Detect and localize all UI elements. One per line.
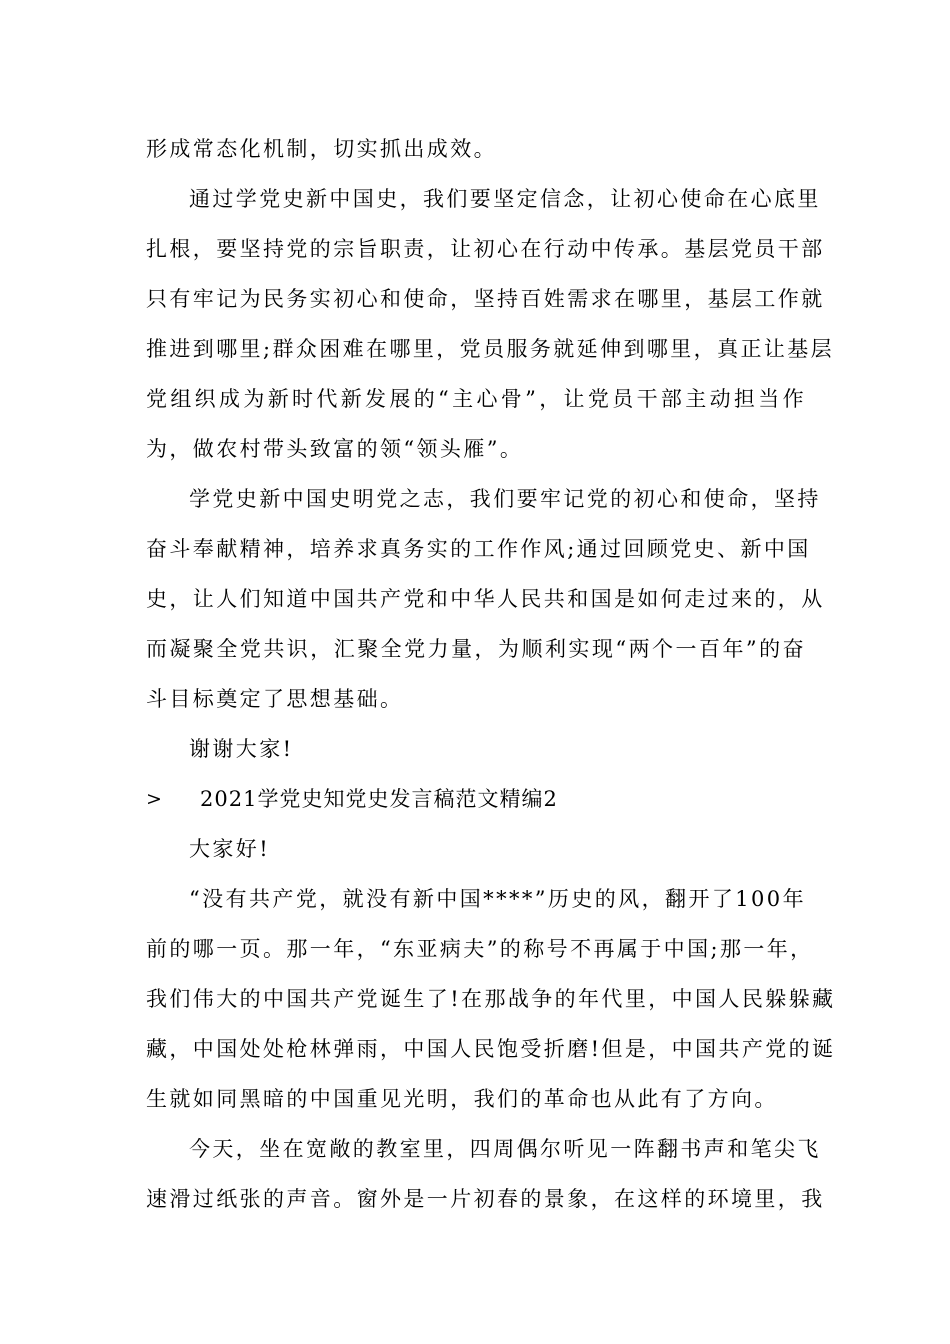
text-line: 为，做农村带头致富的领“领头雁”。 <box>146 437 524 461</box>
greeting-line: 大家好! <box>189 837 271 861</box>
paragraph-first-line: 今天，坐在宽敞的教室里，四周偶尔听见一阵翻书声和笔尖飞 <box>189 1137 821 1161</box>
text-line: 奋斗奉献精神，培养求真务实的工作作风;通过回顾党史、新中国 <box>146 537 811 561</box>
paragraph-first-line: “没有共产党，就没有新中国****”历史的风，翻开了100年 <box>189 887 806 911</box>
text-line: 斗目标奠定了思想基础。 <box>146 687 404 711</box>
text-line: 只有牢记为民务实初心和使命，坚持百姓需求在哪里，基层工作就 <box>146 287 825 311</box>
text-line: 我们伟大的中国共产党诞生了!在那战争的年代里，中国人民躲躲藏 <box>146 987 836 1011</box>
text-line: 党组织成为新时代新发展的“主心骨”，让党员干部主动担当作 <box>146 387 806 411</box>
text-line: 扎根，要坚持党的宗旨职责，让初心在行动中传承。基层党员干部 <box>146 237 825 261</box>
heading-marker-icon: > <box>146 788 162 810</box>
paragraph-first-line: 学党史新中国史明党之志，我们要牢记党的初心和使命，坚持 <box>189 487 821 511</box>
text-line: 史，让人们知道中国共产党和中华人民共和国是如何走过来的，从 <box>146 587 825 611</box>
closing-line: 谢谢大家! <box>189 737 294 761</box>
text-line: 速滑过纸张的声音。窗外是一片初春的景象，在这样的环境里，我 <box>146 1187 825 1211</box>
text-line: 形成常态化机制，切实抓出成效。 <box>146 137 497 161</box>
text-line: 生就如同黑暗的中国重见光明，我们的革命也从此有了方向。 <box>146 1087 778 1111</box>
section-heading: 2021学党史知党史发言稿范文精编2 <box>200 787 558 811</box>
text-line: 前的哪一页。那一年，“东亚病夫”的称号不再属于中国;那一年， <box>146 937 814 961</box>
text-line: 而凝聚全党共识，汇聚全党力量，为顺利实现“两个一百年”的奋 <box>146 637 806 661</box>
text-line: 藏，中国处处枪林弹雨，中国人民饱受折磨!但是，中国共产党的诞 <box>146 1037 836 1061</box>
paragraph-first-line: 通过学党史新中国史，我们要坚定信念，让初心使命在心底里 <box>189 187 821 211</box>
text-line: 推进到哪里;群众困难在哪里，党员服务就延伸到哪里，真正让基层 <box>146 337 835 361</box>
